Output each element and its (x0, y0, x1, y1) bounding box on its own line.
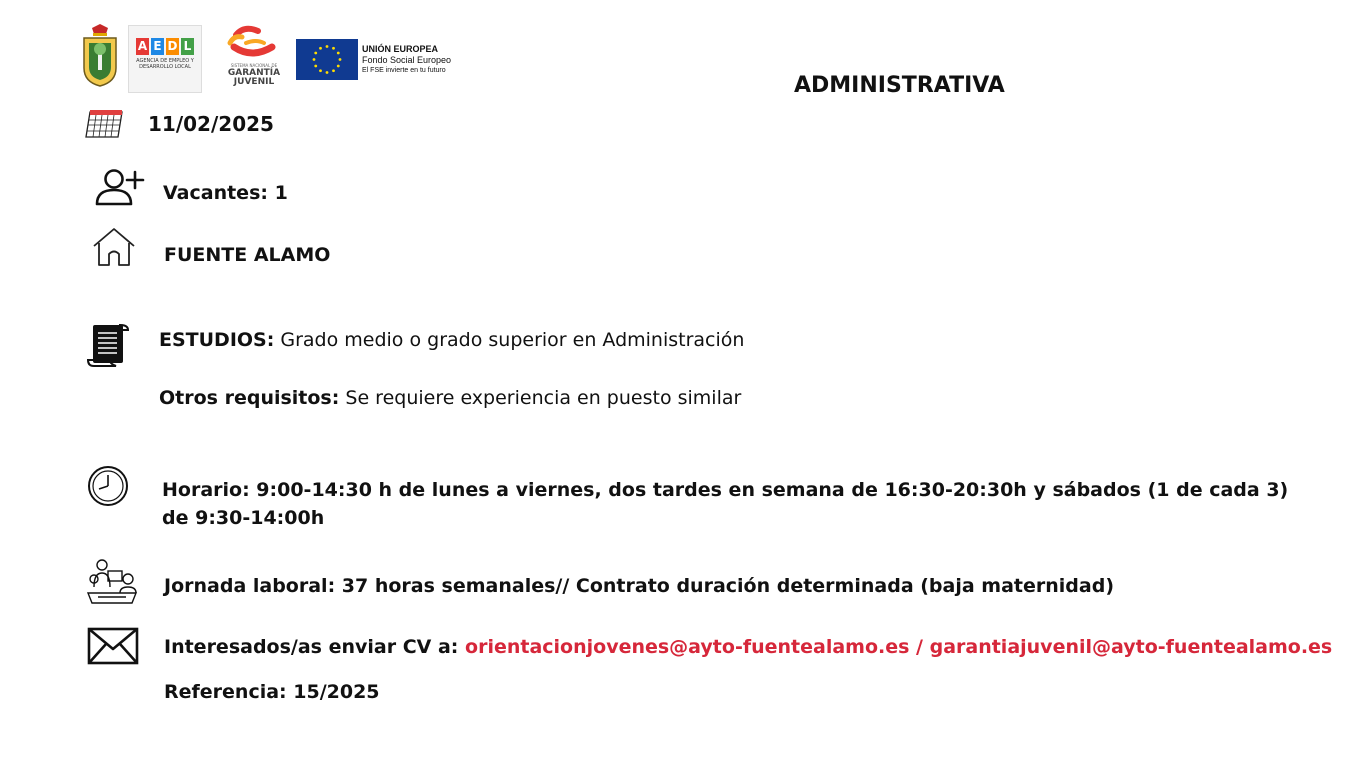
eu-star (313, 58, 316, 61)
mail-icon (87, 627, 139, 665)
location: FUENTE ALAMO (164, 244, 331, 266)
eu-star (337, 65, 340, 68)
studies-value: Grado medio o grado superior en Administración (274, 329, 745, 351)
meeting-people-icon (86, 557, 138, 607)
aedl-letter: D (167, 39, 178, 53)
other-requirements-value: Se requiere experiencia en puesto similar (339, 387, 742, 409)
garantia-small-text: SISTEMA NACIONAL DE (230, 63, 278, 68)
eu-line-2: Fondo Social Europeo (362, 55, 452, 65)
contact-label: Interesados/as enviar CV a: (164, 636, 466, 658)
eu-line-1: UNIÓN EUROPEA (362, 44, 439, 54)
vacancies: Vacantes: 1 (163, 182, 288, 204)
eu-star (326, 71, 329, 74)
aedl-logo (128, 25, 202, 93)
eu-star (319, 47, 322, 50)
eu-flag-icon (296, 39, 358, 80)
home-icon (92, 227, 136, 267)
eu-line-3: El FSE invierte en tu futuro (362, 67, 446, 74)
other-requirements-label: Otros requisitos: (159, 387, 340, 409)
other-requirements-line (159, 386, 741, 411)
eu-star (332, 47, 335, 50)
eu-star (319, 69, 322, 72)
eu-star (326, 45, 329, 48)
eu-star (332, 69, 335, 72)
garantia-emblem-icon (222, 25, 286, 63)
contact-line (164, 635, 1332, 660)
schedule-line-1: Horario: 9:00-14:30 h de lunes a viernes, dos tardes en semana de 16:30-20:30h y sábados (1 de cada 3) (162, 479, 1289, 501)
document-scroll-icon (86, 322, 130, 368)
eu-star (339, 58, 342, 61)
eu-star (314, 65, 317, 68)
calendar-icon (84, 107, 124, 139)
page-title: ADMINISTRATIVA (794, 73, 1005, 98)
garantia-juvenil-logo (222, 25, 286, 93)
aedl-letter: L (181, 38, 194, 55)
studies-line (159, 328, 744, 353)
eu-fund-text (362, 44, 451, 75)
aedl-letter: A (137, 39, 148, 53)
contact-emails[interactable]: orientacionjovenes@ayto-fuentealamo.es / garantiajuvenil@ayto-fuentealamo.es (465, 636, 1333, 658)
clock-icon (87, 465, 129, 507)
schedule-line-2: de 9:30-14:00h (162, 507, 325, 529)
town-crest-logo (82, 24, 118, 88)
add-user-icon (94, 166, 146, 206)
eu-star (314, 52, 317, 55)
studies-label: ESTUDIOS: (159, 329, 275, 351)
publication-date: 11/02/2025 (148, 112, 274, 136)
aedl-letter: E (151, 38, 164, 55)
reference: Referencia: 15/2025 (164, 681, 380, 703)
eu-star (337, 52, 340, 55)
aedl-subtitle: AGENCIA DE EMPLEO Y DESARROLLO LOCAL (136, 58, 194, 70)
garantia-name: GARANTÍA JUVENIL (227, 68, 281, 87)
workday: Jornada laboral: 37 horas semanales// Contrato duración determinada (baja maternidad) (164, 575, 1115, 597)
